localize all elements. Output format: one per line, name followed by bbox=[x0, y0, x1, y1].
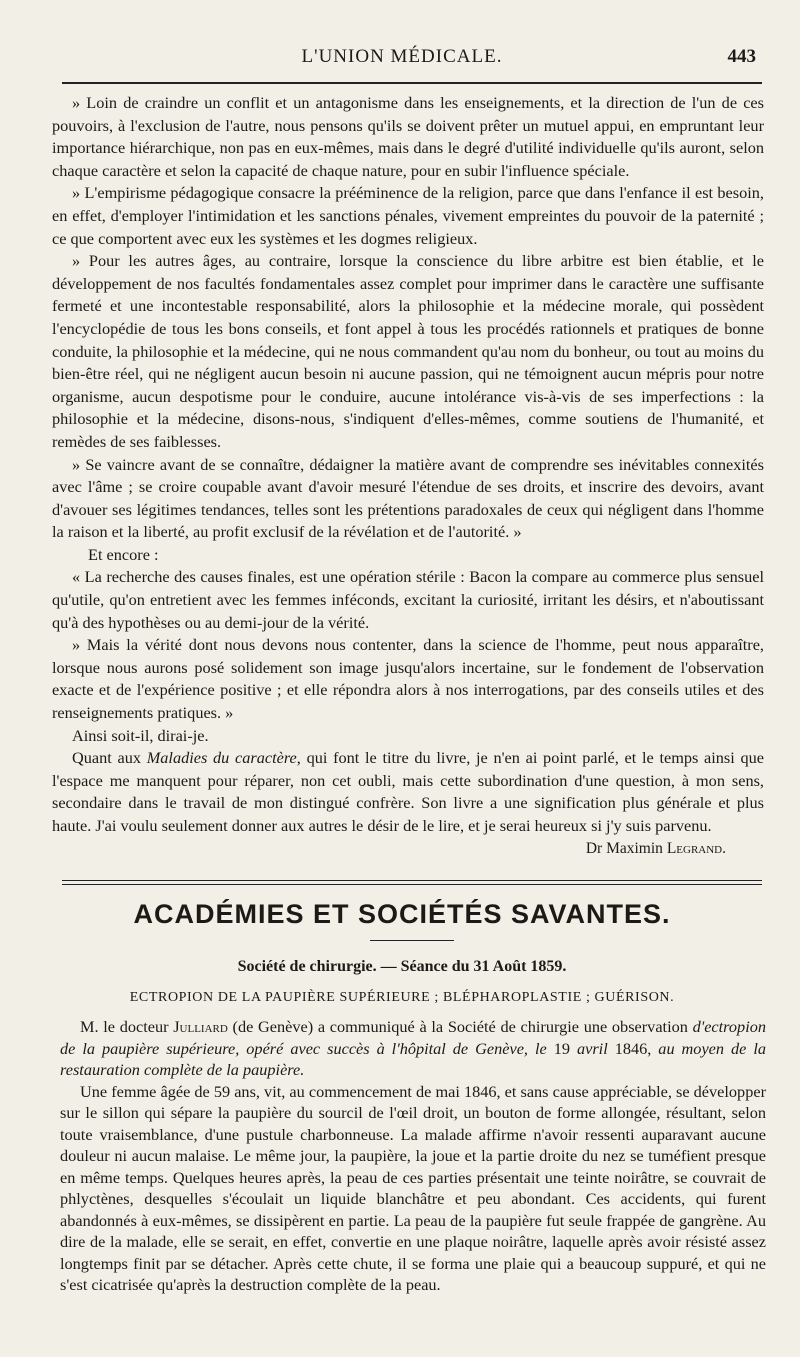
page-number: 443 bbox=[727, 46, 756, 67]
section-title: ACADÉMIES ET SOCIÉTÉS SAVANTES. bbox=[133, 899, 671, 929]
article-paragraph: Ainsi soit-il, dirai-je. bbox=[72, 725, 209, 745]
article-paragraph: Et encore : bbox=[88, 544, 159, 564]
book-title: Maladies du caractère bbox=[146, 748, 297, 768]
article-paragraph: » Loin de craindre un conflit et un antagonisme dans les enseignements, et la direction de l'un de ces pouvoirs, à l'exclusion de l'autre, nous pensons qu'ils se doivent prêter un mutuel appui, en empruntant leur importance hiérarchique, non pas en eux-mêmes, mais dans le degré d'utilité individuelle qu'ils auront, selon chaque caractère et selon la capacité de chaque nature, pour en subir l'influence spéciale. bbox=[52, 93, 764, 180]
running-title: L'UNION MÉDICALE. bbox=[301, 46, 503, 67]
article-paragraph: » L'empirisme pédagogique consacre la prééminence de la religion, parce que dans l'enfance il est besoin, en effet, d'employer l'intimidation et les sanctions pénales, vivement empreintes du pouvoir de la paternité ; ce que comportent avec eux les systèmes et les dogmes religieux. bbox=[52, 183, 764, 248]
article-paragraph: » Se vaincre avant de se connaître, dédaigner la matière avant de comprendre ses inévitables connexités avec l'âme ; se croire coupable avant d'avoir mesuré l'étendue de ses droits, et inscrire des devoirs, avant d'avouer ses légitimes tendances, telles sont les prétentions paradoxales de ceux qui négligent dans l'homme la raison et la liberté, au profit exclusif de la révélation et de l'autorité. » bbox=[52, 454, 764, 542]
article-paragraph: » Mais la vérité dont nous devons nous contenter, dans la science de l'homme, peut nous apparaître, lorsque nous aurons posé solidement son image jusqu'alors incertaine, sur le fondement de l'observation exacte et de l'expérience positive ; et elle répondra alors à nos interrogations, par des conseils utiles et des renseignements pratiques. » bbox=[52, 635, 764, 723]
article-body bbox=[52, 92, 764, 860]
header-rule bbox=[62, 82, 762, 84]
case-subheading: ECTROPION DE LA PAUPIÈRE SUPÉRIEURE ; BLÉPHAROPLASTIE ; GUÉRISON. bbox=[129, 990, 675, 1005]
doctor-name: Julliard bbox=[173, 1017, 228, 1036]
author-signature: Dr Maximin Legrand. bbox=[585, 839, 726, 857]
section-divider bbox=[62, 880, 762, 885]
article-paragraph: Quant aux Maladies du caractère, qui font le titre du livre, je n'en ai point parlé, et le temps ainsi que l'espace me manquent pour réparer, non cet oubli, mais cette subordination d'une question, à mon sens, secondaire dans le travail de mon distingué confrère. Son livre a une signification plus générale et plus haute. J'ai voulu seulement donner aux autres le désir de le lire, et je serai heureux si j'y suis parvenu. bbox=[52, 748, 765, 835]
case-body bbox=[60, 1016, 766, 1296]
title-underline bbox=[370, 940, 454, 941]
seance-heading: Société de chirurgie. — Séance du 31 Août 1859. bbox=[237, 958, 567, 975]
article-paragraph: » Pour les autres âges, au contraire, lorsque la conscience du libre arbitre est bien établie, et le développement de nos facultés fondamentales assez complet pour imprimer dans le caractère une suffisante fermeté et une incontestable responsabilité, alors la philosophie et la médecine morale, qui possèdent l'encyclopédie de tous les bons conseils, et font appel à tous les procédés rationnels et pratiques de bonne conduite, la philosophie et la médecine, qui ne nous commandent qu'au nom du bonheur, ou tout au moins du bien-être réel, qui ne négligent aucun besoin ni aucune passion, qui ne témoignent aucun mépris pour notre organisme, aucun despotisme pour le conduire, aucune intolérance vis-à-vis de ses imperfections : la philosophie et la médecine, disons-nous, s'indiquent d'elles-mêmes, comme soutiens de l'humanité, et remèdes de ses faiblesses. bbox=[52, 251, 764, 451]
article-paragraph: « La recherche des causes finales, est une opération stérile : Bacon la compare au commerce plus sensuel qu'utile, qu'on entretient avec les femmes inféconds, excitant la curiosité, irritant les désirs, et n'aboutissant qu'à des hypothèses ou au demi-jour de la vérité. bbox=[52, 567, 764, 632]
case-paragraph: Une femme âgée de 59 ans, vit, au commencement de mai 1846, et sans cause appréciable, se développer sur le sillon qui sépare la paupière du sourcil de l'œil droit, un bouton de forme allongée, résultant, selon toute vraisemblance, d'une pustule charbonneuse. La malade affirme n'avoir ressenti auparavant aucune douleur ni aucun malaise. Le même jour, la paupière, la joue et la partie droite du nez se tuméfient presque en même temps. Quelques heures après, la peau de ces parties présentait une teinte noirâtre, se couvrait de phlyctènes, desquelles s'écoulait un liquide blanchâtre et peu abondant. Ces accidents, qui furent abandonnés à eux-mêmes, se dissipèrent en partie. La peau de la paupière fut seule frappée de gangrène. Au dire de la malade, elle se serait, en effet, convertie en une plaque noirâtre, laquelle après avoir résisté assez longtemps finit par se détacher. Après cette chute, il se forma une plaie qui a beaucoup suppuré, et qui ne s'est cicatrisée qu'après la destruction complète de la peau. bbox=[60, 1081, 766, 1294]
case-intro: M. le docteur Julliard (de Genève) a communiqué à la Société de chirurgie une observation d'ectropion de la paupière supérieure, opéré avec succès à l'hôpital de Genève, le 19 avril 1846, au moyen de la restauration complète de la paupière. bbox=[60, 1017, 767, 1079]
page-header bbox=[40, 46, 764, 72]
